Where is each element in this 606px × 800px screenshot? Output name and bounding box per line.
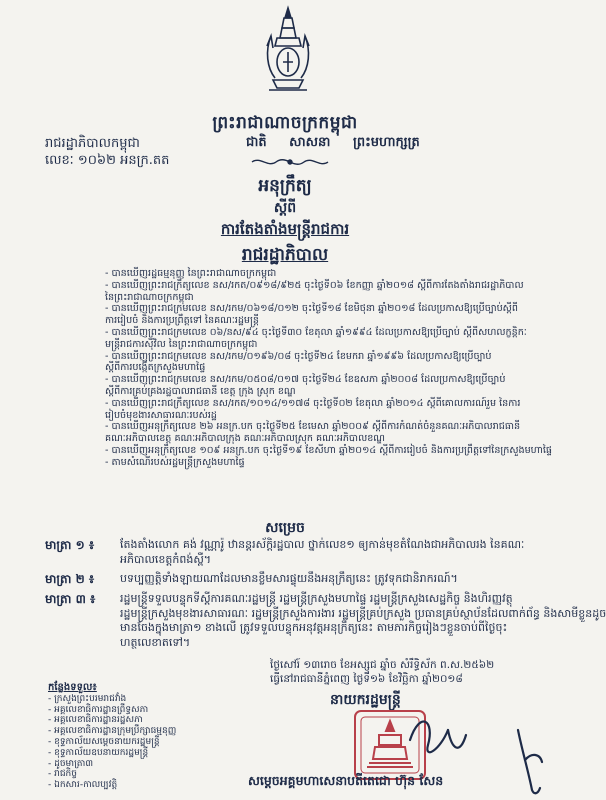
distribution-item: - ខុទ្ទកាល័យសម្តេចនាយករដ្ឋមន្ត្រី bbox=[48, 736, 160, 747]
considerations-list bbox=[105, 268, 552, 469]
consideration-line: - បានឃើញព្រះរាជក្រមលេខ ០៦/នស/៩៤ ចុះថ្ងៃទី៣០ ខែតុលា ឆ្នាំ១៩៩៤ ដែលប្រកាសឱ្យប្រើច្បាប់ ស្តីពីសហលក្ខន្តិកៈ bbox=[105, 326, 527, 338]
distribution-heading: កន្លែងទទួល៖ bbox=[48, 682, 97, 693]
consideration-line: - តាមសំណើរបស់រដ្ឋមន្ត្រីក្រសួងមហាផ្ទៃ bbox=[105, 456, 245, 468]
article-line: បទប្បញ្ញត្តិទាំងឡាយណាដែលមានខ្លឹមសារផ្ទុយនឹងអនុក្រឹត្យនេះ ត្រូវទុកជានិរាករណ៍។ bbox=[120, 572, 458, 585]
royal-crest-emblem bbox=[263, 6, 313, 96]
reference-number: លេខៈ ១០៦២ អនក្រ.តត bbox=[45, 153, 170, 168]
article-line: ហត្ថលេខាតទៅ។ bbox=[120, 635, 191, 649]
article-label: មាត្រា ៣ ៖ bbox=[45, 592, 96, 606]
consideration-line: ស្តីពីការបង្កើតក្រសួងមហាផ្ទៃ bbox=[105, 362, 206, 374]
consideration-line: - បានឃើញព្រះរាជក្រមលេខ នស/រកម/០៥០៨/០១៧ ចុះថ្ងៃទី២៤ ខែឧសភា ឆ្នាំ២០០៨ ដែលប្រកាសឱ្យប្រើច្បាប់ bbox=[105, 374, 506, 386]
consideration-line: - បានឃើញអនុក្រឹត្យលេខ ២៦ អនក្រ.បក ចុះថ្ងៃទី២៥ ខែមេសា ឆ្នាំ២០០៩ ស្តីពីការកំណត់ចំនួនគណៈអភិបាលរាជធានី bbox=[105, 421, 521, 433]
consideration-line: គណៈអភិបាលខេត្ត គណៈអភិបាលក្រុង គណៈអភិបាលស្រុក គណៈអភិបាលខណ្ឌ bbox=[105, 433, 386, 445]
article-text bbox=[120, 592, 606, 650]
article-line: រដ្ឋមន្ត្រីក្រសួងមុខងារសាធារណៈ រដ្ឋមន្ត្រីក្រសួងការងារ រដ្ឋមន្ត្រីគ្រប់ក្រសួង ប្រធានគ្រប់ស្ថាប័នដែលពាក់ព័ន្ធ និងសាមីខ្លួនដូច bbox=[120, 606, 606, 620]
national-motto: ជាតិ សាសនា ព្រះមហាក្សត្រ bbox=[246, 135, 420, 150]
issuer-heading: រាជរដ្ឋាភិបាល bbox=[241, 245, 329, 265]
consideration-line: - បានឃើញព្រះរាជក្រឹត្យលេខ នស/រកត/១០១៤/១១៧៨ ចុះថ្ងៃទី០២ ខែតុលា ឆ្នាំ២០១៤ ស្តីពីគោលការណ៍រួម នៃការ bbox=[105, 397, 521, 409]
signature-title: នាយករដ្ឋមន្ត្រី bbox=[330, 692, 401, 708]
distribution-item: - ខុទ្ទកាល័យឧបនាយករដ្ឋមន្ត្រី bbox=[48, 747, 149, 758]
distribution-item: - ឯកសារ-កាលប្បវត្តិ bbox=[48, 780, 118, 791]
article-text bbox=[120, 538, 530, 567]
distribution-item: - ក្រសួងព្រះបរមរាជវាំង bbox=[48, 693, 127, 704]
ornament-divider bbox=[250, 156, 330, 168]
date-block bbox=[270, 659, 530, 686]
consideration-line: - បានឃើញព្រះរាជក្រមលេខ នស/រកម/០៦១៨/០១២ ចុះថ្ងៃទី១៨ ខែមិថុនា ឆ្នាំ២០១៨ ដែលប្រកាសឱ្យប្រើច្បាប់ស្តីពី bbox=[105, 303, 518, 315]
document-type-title: អនុក្រឹត្យ bbox=[258, 176, 312, 196]
consideration-line: - បានឃើញអនុក្រឹត្យលេខ ១០៩ អនក្រ.បក ចុះថ្ងៃទី១៩ ខែសីហា ឆ្នាំ២០១៤ ស្តីពីការរៀបចំ និងការប្រព្រឹត្តទៅនៃក្រសួងមហាផ្ទៃ bbox=[105, 444, 552, 456]
article-line: មានចែងក្នុងមាត្រា១ ខាងលើ ត្រូវទទួលបន្ទុកអនុវត្តអនុក្រឹត្យនេះ តាមភារកិច្ចរៀងៗខ្លួនចាប់ពីថ្ងៃចុះ bbox=[120, 621, 508, 635]
consideration-line: - បានឃើញព្រះរាជក្រមលេខ នស/រកម/០១៩៦/០៨ ចុះថ្ងៃទី២៤ ខែមករា ឆ្នាំ១៩៩៦ ដែលប្រកាសឱ្យប្រើច្បាប់ bbox=[105, 350, 492, 362]
article-line: រដ្ឋមន្ត្រីទទួលបន្ទុកទីស្តីការគណៈរដ្ឋមន្ត្រី រដ្ឋមន្ត្រីក្រសួងមហាផ្ទៃ រដ្ឋមន្ត្រីក្រសួងសេដ្ឋកិច្ច និងហិរញ្ញវត្ថុ bbox=[120, 592, 513, 605]
distribution-item: - អគ្គលេខាធិការដ្ឋានព្រឹទ្ធសភា bbox=[48, 704, 149, 715]
subject-title: ការតែងតាំងមន្ត្រីរាជការ bbox=[220, 220, 350, 238]
about-label: ស្តីពី bbox=[273, 200, 297, 216]
signer-name: សម្តេចអគ្គមហាសេនាបតីតេជោ ហ៊ុន សែន bbox=[248, 773, 444, 788]
solar-date: ធ្វើនៅរាជធានីភ្នំពេញ ថ្ងៃទី១៦ ខែវិច្ឆិកា ឆ្នាំ២០១៨ bbox=[270, 672, 463, 685]
consideration-line: ស្តីពីការគ្រប់គ្រងរដ្ឋបាលរាជធានី ខេត្ត ក្រុង ស្រុក ខណ្ឌ bbox=[105, 385, 296, 397]
distribution-list bbox=[48, 683, 176, 791]
consideration-line: រៀបចំមុខងារសាធារណៈរបស់រដ្ឋ bbox=[105, 409, 217, 421]
decision-heading: សម្រេច bbox=[265, 520, 305, 536]
government-name: រាជរដ្ឋាភិបាលកម្ពុជា bbox=[45, 136, 140, 151]
consideration-line: ការរៀបចំ និងការប្រព្រឹត្តទៅ នៃគណៈរដ្ឋមន្ត្រី bbox=[105, 315, 259, 327]
distribution-item: - រាជកិច្ច bbox=[48, 769, 77, 780]
article-line: តែងតាំងលោក គង់ វណ្ណារ៉ូ ឋានន្តរស័ក្តិរដ្ឋបាល ថ្នាក់លេខ១ ឲ្យកាន់មុខតំណែងជាអភិបាលរង នៃគណៈ bbox=[120, 538, 525, 551]
consideration-line: នៃព្រះរាជាណាចក្រកម្ពុជា bbox=[105, 291, 194, 303]
distribution-item: - អគ្គលេខាធិការដ្ឋានរដ្ឋសភា bbox=[48, 715, 143, 726]
lunar-date: ថ្ងៃសៅរ៍ ១៣រោច ខែអស្សុជ ឆ្នាំច សំរឹទ្ធិស័ក ព.ស.២៥៦២ bbox=[270, 659, 495, 671]
consideration-line: មន្ត្រីរាជការស៊ីវិល នៃព្រះរាជាណាចក្រកម្ពុជា bbox=[105, 338, 258, 350]
distribution-item: - អគ្គលេខាធិការដ្ឋានក្រុមប្រឹក្សាធម្មនុញ្ញ bbox=[48, 726, 177, 737]
article-label: មាត្រា ២ ៖ bbox=[45, 572, 95, 586]
kingdom-heading: ព្រះរាជាណាចក្រកម្ពុជា bbox=[212, 113, 358, 133]
article-text bbox=[120, 572, 530, 587]
consideration-line: - បានឃើញព្រះរាជក្រឹត្យលេខ នស/រកត/០៩១៨/៩២៥ ចុះថ្ងៃទី០៦ ខែកញ្ញា ឆ្នាំ២០១៨ ស្តីពីការតែងតាំងរាជរដ្ឋាភិបាល bbox=[105, 279, 524, 291]
article-line: អភិបាលខេត្តកំពង់ស្ពឺ។ bbox=[120, 552, 212, 566]
article-label: មាត្រា ១ ៖ bbox=[45, 538, 95, 552]
consideration-line: - បានឃើញរដ្ឋធម្មនុញ្ញ នៃព្រះរាជាណាចក្រកម្ពុជា bbox=[105, 268, 277, 279]
distribution-item: - ដូចមាត្រា៣ bbox=[48, 758, 94, 769]
